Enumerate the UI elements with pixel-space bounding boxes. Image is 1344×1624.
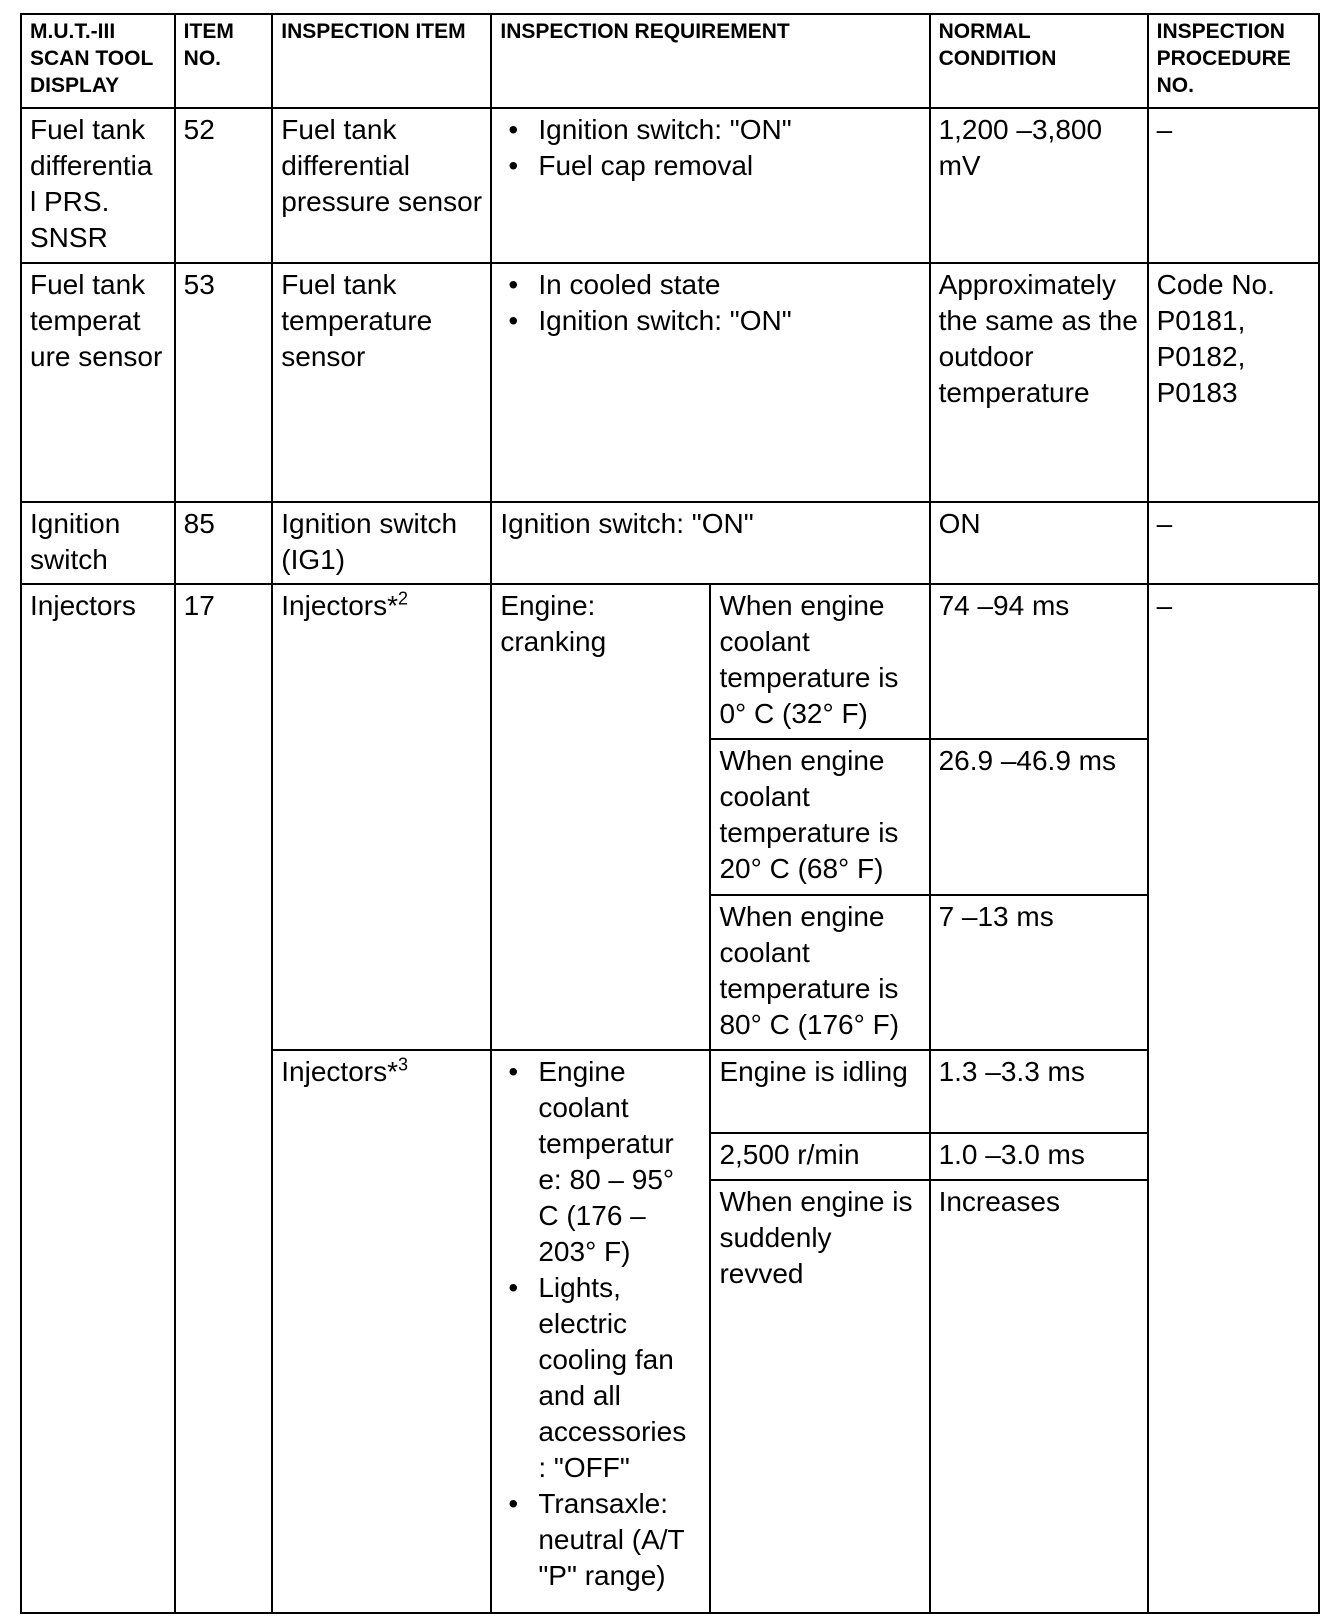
header-item-no: ITEM NO.: [175, 14, 273, 108]
item-label: Injectors*: [281, 1056, 398, 1088]
list-item: • Transaxle: neutral (A/T "P" range): [538, 1486, 701, 1594]
requirement-list: [500, 1054, 701, 1594]
cell-sub-condition: When engine coolant temperature is 20° C (68° F): [710, 739, 929, 894]
cell-procedure-no: Code No. P0181, P0182, P0183: [1148, 263, 1319, 502]
cell-requirement: [491, 1050, 710, 1613]
cell-requirement: [491, 263, 929, 502]
cell-item-no: 85: [175, 502, 273, 584]
cell-procedure-no: –: [1148, 108, 1319, 263]
cell-display: Fuel tank temperat ure sensor: [21, 263, 175, 502]
cell-inspection-item: [272, 1050, 491, 1613]
header-display: M.U.T.-III SCAN TOOL DISPLAY: [21, 14, 175, 108]
cell-display: Ignition switch: [21, 502, 175, 584]
footnote-ref: 3: [397, 1054, 408, 1075]
cell-normal-condition: 1,200 –3,800 mV: [930, 108, 1148, 263]
cell-sub-condition: When engine coolant temperature is 0° C (32° F): [710, 584, 929, 739]
list-item: • Fuel cap removal: [538, 148, 920, 184]
cell-item-no: 53: [175, 263, 273, 502]
requirement-list: [500, 267, 920, 339]
cell-item-no: 52: [175, 108, 273, 263]
cell-item-no: 17: [175, 584, 273, 1613]
header-normal-condition: NORMAL CONDITION: [930, 14, 1148, 108]
inspection-table: [20, 13, 1320, 1614]
cell-normal-condition: Approximately the same as the outdoor temperature: [930, 263, 1148, 502]
cell-inspection-item: Fuel tank temperature sensor: [272, 263, 491, 502]
cell-normal-condition: ON: [930, 502, 1148, 584]
table-row: [21, 502, 1319, 584]
cell-normal-condition: 1.3 –3.3 ms: [930, 1050, 1148, 1133]
cell-display: Injectors: [21, 584, 175, 1613]
list-item: • Lights, electric cooling fan and all accessories : "OFF": [538, 1270, 701, 1486]
cell-sub-condition: When engine is suddenly revved: [710, 1180, 929, 1613]
cell-inspection-item: [272, 584, 491, 1050]
cell-sub-condition: 2,500 r/min: [710, 1133, 929, 1179]
cell-normal-condition: 74 –94 ms: [930, 584, 1148, 739]
cell-inspection-item: Ignition switch (IG1): [272, 502, 491, 584]
header-row: [21, 14, 1319, 108]
list-item: • In cooled state: [538, 267, 920, 303]
cell-requirement: Engine: cranking: [491, 584, 710, 1050]
requirement-list: [500, 112, 920, 184]
table-row: [21, 584, 1319, 739]
header-inspection-item: INSPECTION ITEM: [272, 14, 491, 108]
header-inspection-requirement: INSPECTION REQUIREMENT: [491, 14, 929, 108]
footnote-ref: 2: [397, 588, 408, 609]
cell-normal-condition: 1.0 –3.0 ms: [930, 1133, 1148, 1179]
cell-inspection-item: Fuel tank differential pressure sensor: [272, 108, 491, 263]
cell-procedure-no: –: [1148, 584, 1319, 1613]
cell-normal-condition: Increases: [930, 1180, 1148, 1613]
cell-sub-condition: When engine coolant temperature is 80° C (176° F): [710, 895, 929, 1050]
cell-display: Fuel tank differentia l PRS. SNSR: [21, 108, 175, 263]
cell-normal-condition: 7 –13 ms: [930, 895, 1148, 1050]
cell-sub-condition: Engine is idling: [710, 1050, 929, 1133]
list-item: • Ignition switch: "ON": [538, 112, 920, 148]
cell-normal-condition: 26.9 –46.9 ms: [930, 739, 1148, 894]
item-label: Injectors*: [281, 590, 398, 621]
table-row: [21, 108, 1319, 263]
table-row: [21, 263, 1319, 502]
header-procedure-no: INSPECTION PROCEDURE NO.: [1148, 14, 1319, 108]
cell-requirement: [491, 108, 929, 263]
cell-requirement: Ignition switch: "ON": [491, 502, 929, 584]
list-item: • Engine coolant temperatur e: 80 – 95° C (176 – 203° F): [538, 1054, 701, 1270]
list-item: • Ignition switch: "ON": [538, 303, 920, 339]
cell-procedure-no: –: [1148, 502, 1319, 584]
